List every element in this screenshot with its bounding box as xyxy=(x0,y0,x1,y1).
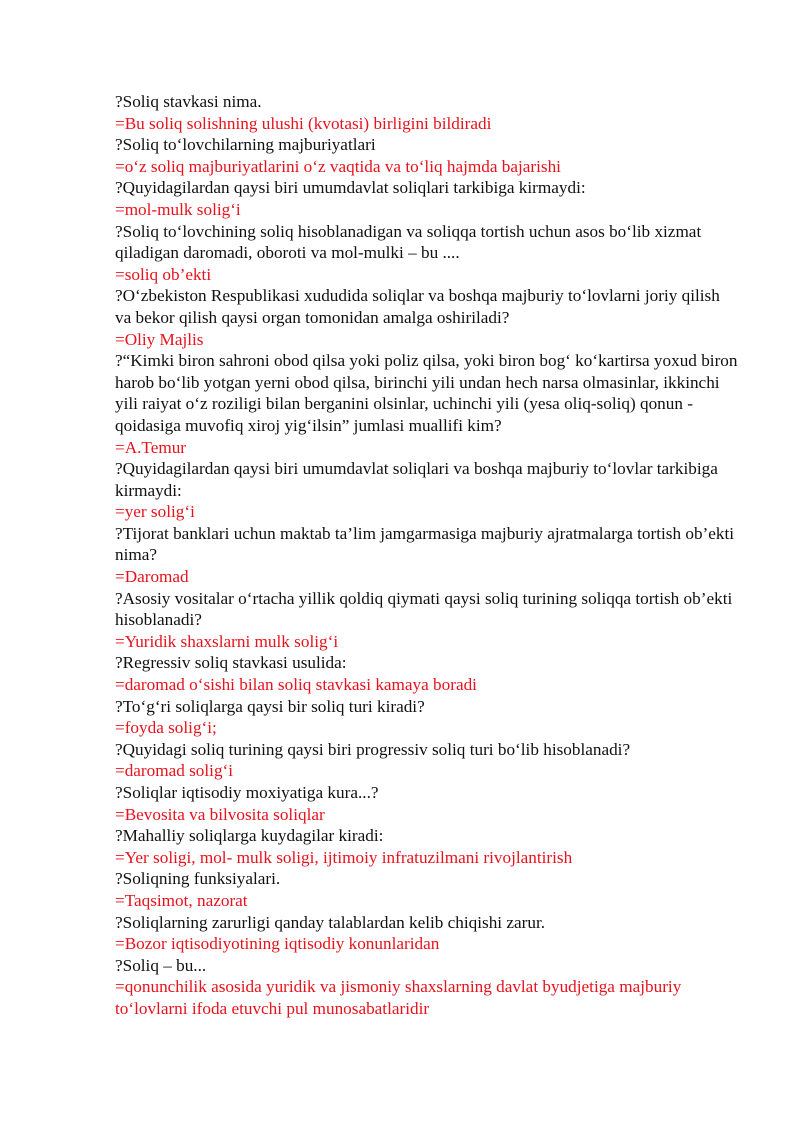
question-text: ?Soliq – bu... xyxy=(115,955,207,975)
question-text: ?Asosiy vositalar o‘rtacha yillik qoldiq qiymati qaysi soliq turining soliqqa tortish ob’ekti hisoblanadi? xyxy=(115,588,733,630)
question-text: ?Tijorat banklari uchun maktab ta’lim jamgarmasiga majburiy ajratmalarga tortish ob’ekti nima? xyxy=(115,523,735,565)
question-text: ?Quyidagi soliq turining qaysi biri progressiv soliq turi bo‘lib hisoblanadi? xyxy=(115,739,631,759)
answer-text: =o‘z soliq majburiyatlarini o‘z vaqtida va to‘liq hajmda bajarishi xyxy=(115,156,561,176)
answer-text: =qonunchilik asosida yuridik va jismoniy shaxslarning davlat byudjetiga majburiy to‘lovlarni ifoda etuvchi pul munosabatlaridir xyxy=(115,977,682,1018)
answer-text: =Yer soligi, mol- mulk soligi, ijtimoiy infratuzilmani rivojlantirish xyxy=(115,847,573,867)
question-text: ?“Kimki biron sahroni obod qilsa yoki poliz qilsa, yoki biron bog‘ ko‘kartirsa yoxud biron harob bo‘lib yotgan yerni obod qilsa, birinchi yili undan hech narsa olmasinlar, ikkinchi yili raiyat o‘z roziligi bilan berganini olsinlar, uchinchi yili (yesa oliq-soliq) qonun -qoidasiga muvofiq xiroj yig‘ilsin” jumlasi muallifi kim? xyxy=(115,351,738,435)
answer-text: =Daromad xyxy=(115,567,189,587)
answer-text: =A.Temur xyxy=(115,437,187,457)
question-text: ?Quyidagilardan qaysi biri umumdavlat soliqlari va boshqa majburiy to‘lovlar tarkibiga kirmaydi: xyxy=(115,459,718,500)
question-text: ?Soliq to‘lovchilarning majburiyatlari xyxy=(115,135,376,155)
question-text: ?Soliq to‘lovchining soliq hisoblanadigan va soliqqa tortish uchun asos bo‘lib xizmat qiladigan daromadi, oboroti va mol-mulki – bu .... xyxy=(115,221,702,263)
answer-text: =yer solig‘i xyxy=(115,502,195,522)
document-page xyxy=(115,91,740,1020)
answer-text: =Taqsimot, nazorat xyxy=(115,890,248,910)
question-text: ?To‘g‘ri soliqlarga qaysi bir soliq turi kiradi? xyxy=(115,696,425,716)
question-text: ?Quyidagilardan qaysi biri umumdavlat soliqlari tarkibiga kirmaydi: xyxy=(115,178,586,198)
answer-text: =Oliy Majlis xyxy=(115,329,204,349)
question-text: ?Regressiv soliq stavkasi usulida: xyxy=(115,653,347,673)
question-text: ?Soliqlarning zarurligi qanday talablardan kelib chiqishi zarur. xyxy=(115,912,546,932)
answer-text: =daromad o‘sishi bilan soliq stavkasi kamaya boradi xyxy=(115,675,477,695)
answer-text: =soliq ob’ekti xyxy=(115,264,212,284)
answer-text: =mol-mulk solig‘i xyxy=(115,199,241,219)
question-text: ?O‘zbekiston Respublikasi xududida soliqlar va boshqa majburiy to‘lovlarni joriy qilish va bekor qilish qaysi organ tomonidan amalga oshiriladi? xyxy=(115,286,720,327)
question-text: ?Soliq stavkasi nima. xyxy=(115,92,262,111)
answer-text: =Yuridik shaxslarni mulk solig‘i xyxy=(115,631,339,651)
question-text: ?Mahalliy soliqlarga kuydagilar kiradi: xyxy=(115,826,384,846)
answer-text: =daromad solig‘i xyxy=(115,761,234,781)
answer-text: =foyda solig‘i; xyxy=(115,718,217,738)
answer-text: =Bevosita va bilvosita soliqlar xyxy=(115,804,325,824)
question-text: ?Soliqlar iqtisodiy moxiyatiga kura...? xyxy=(115,783,379,802)
answer-text: =Bu soliq solishning ulushi (kvotasi) birligini bildiradi xyxy=(115,113,492,133)
question-text: ?Soliqning funksiyalari. xyxy=(115,869,281,889)
answer-text: =Bozor iqtisodiyotining iqtisodiy konunlaridan xyxy=(115,934,440,954)
